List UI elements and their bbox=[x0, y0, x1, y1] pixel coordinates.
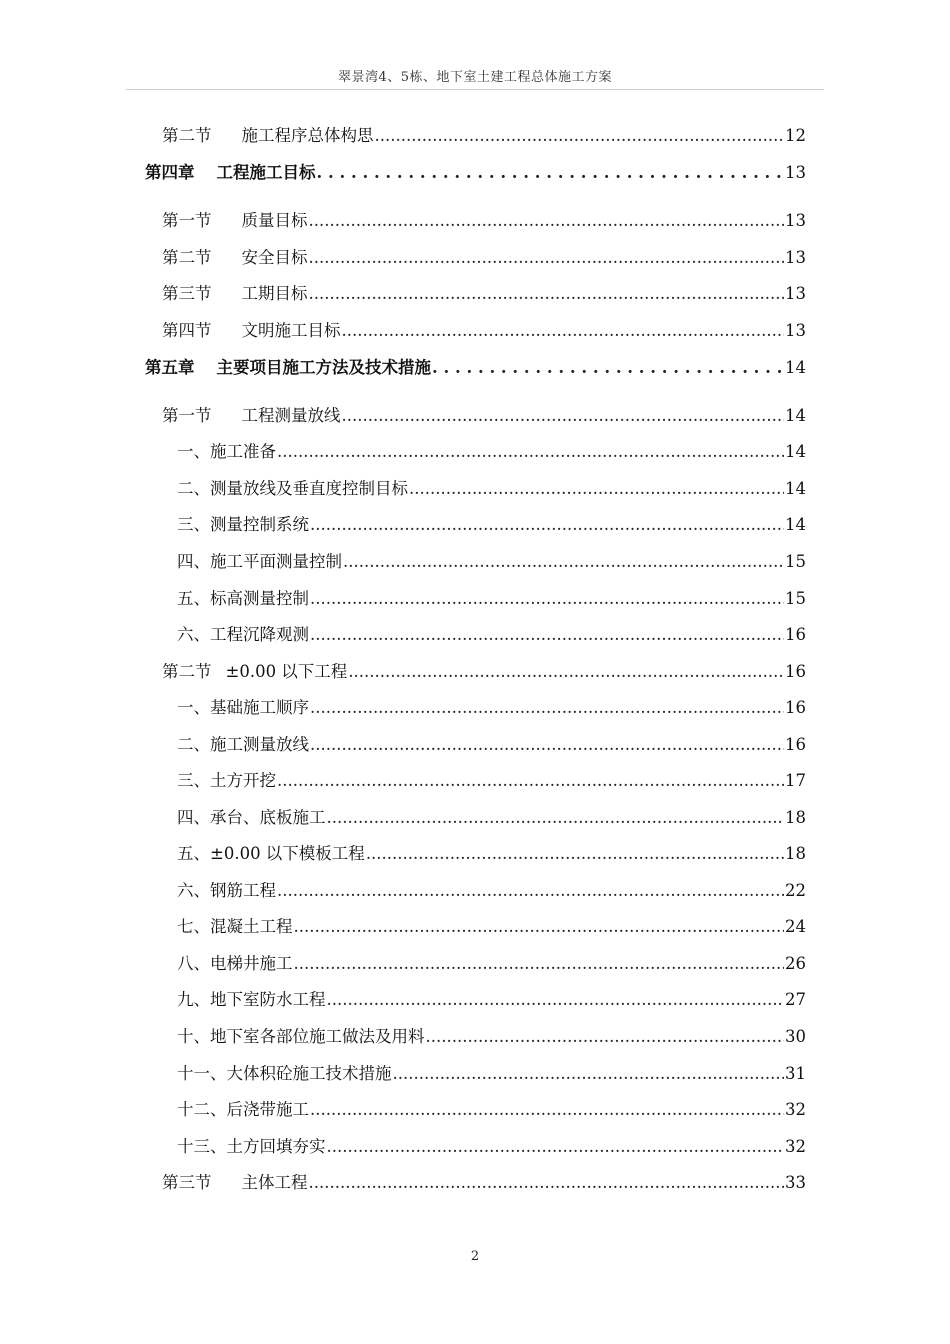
toc-chapter-entry[interactable] bbox=[145, 357, 806, 379]
toc-entry-page: 18 bbox=[785, 808, 806, 827]
toc-entry-page: 16 bbox=[785, 625, 806, 644]
toc-leader-dots bbox=[310, 697, 784, 719]
toc-item-entry[interactable] bbox=[177, 770, 806, 792]
toc-entry-label bbox=[162, 125, 374, 147]
toc-entry-page: 31 bbox=[785, 1064, 806, 1083]
toc-item-entry[interactable] bbox=[177, 1026, 806, 1048]
toc-leader-dots bbox=[310, 734, 784, 756]
toc-item-entry[interactable] bbox=[177, 1099, 806, 1121]
toc-entry-page: 22 bbox=[785, 881, 806, 900]
toc-item-entry[interactable] bbox=[177, 880, 806, 902]
toc-leader-dots bbox=[327, 807, 785, 829]
toc-entry-label bbox=[177, 1026, 425, 1048]
toc-entry-title: ±0.00 以下工程 bbox=[225, 662, 348, 681]
toc-entry-page: 13 bbox=[785, 248, 806, 267]
toc-leader-dots bbox=[375, 125, 785, 147]
toc-entry-label bbox=[177, 734, 309, 756]
toc-item-entry[interactable] bbox=[177, 989, 806, 1011]
toc-entry-label bbox=[177, 1136, 326, 1158]
toc-leader-dots bbox=[342, 320, 785, 342]
toc-leader-dots bbox=[277, 441, 784, 463]
toc-entry-page: 33 bbox=[785, 1173, 806, 1192]
toc-entry-title: 三、土方开挖 bbox=[177, 771, 276, 790]
toc-entry-title: 十三、土方回填夯实 bbox=[177, 1137, 326, 1156]
toc-entry-page: 14 bbox=[785, 515, 806, 534]
toc-entry-title: 施工程序总体构思 bbox=[241, 126, 374, 145]
toc-entry-page: 30 bbox=[785, 1027, 806, 1046]
toc-entry-number: 第三节 bbox=[162, 284, 212, 303]
toc-entry-label bbox=[145, 357, 431, 379]
toc-entry-label bbox=[177, 624, 309, 646]
toc-entry-title: 一、施工准备 bbox=[177, 442, 276, 461]
toc-leader-dots bbox=[309, 247, 785, 269]
toc-entry-page: 13 bbox=[785, 211, 806, 230]
toc-item-entry[interactable] bbox=[177, 588, 806, 610]
toc-entry-label bbox=[162, 405, 341, 427]
toc-leader-dots bbox=[309, 1172, 785, 1194]
toc-chapter-entry[interactable] bbox=[145, 162, 806, 184]
toc-section-entry[interactable] bbox=[162, 125, 806, 147]
toc-entry-label bbox=[177, 588, 309, 610]
toc-entry-page: 26 bbox=[785, 954, 806, 973]
toc-entry-label bbox=[177, 880, 276, 902]
toc-entry-label bbox=[162, 210, 308, 232]
toc-entry-page: 14 bbox=[785, 358, 806, 377]
toc-entry-label bbox=[177, 441, 276, 463]
toc-entry-number: 第一节 bbox=[162, 211, 212, 230]
toc-entry-page: 13 bbox=[785, 163, 806, 182]
toc-entry-number: 第三节 bbox=[162, 1173, 212, 1192]
toc-entry-page: 16 bbox=[785, 698, 806, 717]
toc-entry-title: 八、电梯井施工 bbox=[177, 954, 293, 973]
toc-section-entry[interactable] bbox=[162, 210, 806, 232]
toc-entry-title: 二、测量放线及垂直度控制目标 bbox=[177, 479, 408, 498]
toc-entry-title: 四、承台、底板施工 bbox=[177, 808, 326, 827]
toc-section-entry[interactable] bbox=[162, 661, 806, 683]
toc-leader-dots bbox=[393, 1063, 785, 1085]
toc-leader-dots bbox=[432, 357, 784, 379]
toc-entry-title: 七、混凝土工程 bbox=[177, 917, 293, 936]
toc-entry-title: 工程测量放线 bbox=[241, 406, 341, 425]
page-header: 翠景湾4、5栋、地下室土建工程总体施工方案 bbox=[337, 70, 613, 85]
toc-section-entry[interactable] bbox=[162, 405, 806, 427]
toc-entry-page: 15 bbox=[785, 552, 806, 571]
toc-leader-dots bbox=[343, 551, 784, 573]
toc-entry-title: 安全目标 bbox=[241, 248, 308, 267]
toc-item-entry[interactable] bbox=[177, 624, 806, 646]
toc-entry-page: 13 bbox=[785, 284, 806, 303]
toc-entry-title: 主体工程 bbox=[241, 1173, 308, 1192]
toc-entry-page: 16 bbox=[785, 735, 806, 754]
toc-entry-page: 18 bbox=[785, 844, 806, 863]
toc-entry-title: 四、施工平面测量控制 bbox=[177, 552, 342, 571]
toc-entry-title: 主要项目施工方法及技术措施 bbox=[216, 358, 431, 377]
toc-entry-page: 13 bbox=[785, 321, 806, 340]
toc-leader-dots bbox=[294, 953, 785, 975]
toc-entry-title: 二、施工测量放线 bbox=[177, 735, 309, 754]
toc-entry-label bbox=[177, 989, 326, 1011]
toc-entry-title: 十二、后浇带施工 bbox=[177, 1100, 309, 1119]
toc-entry-label bbox=[177, 770, 276, 792]
toc-entry-label bbox=[177, 551, 342, 573]
toc-entry-title: 一、基础施工顺序 bbox=[177, 698, 309, 717]
toc-item-entry[interactable] bbox=[177, 697, 806, 719]
toc-entry-title: 十、地下室各部位施工做法及用料 bbox=[177, 1027, 425, 1046]
toc-entry-number: 第二节 bbox=[162, 662, 212, 681]
toc-item-entry[interactable] bbox=[177, 1063, 806, 1085]
page-number: 2 bbox=[470, 1249, 480, 1264]
toc-entry-label bbox=[177, 843, 365, 865]
toc-entry-label bbox=[177, 697, 309, 719]
toc-entry-page: 27 bbox=[785, 990, 806, 1009]
toc-entry-title: 工期目标 bbox=[241, 284, 308, 303]
toc-entry-page: 16 bbox=[785, 662, 806, 681]
toc-leader-dots bbox=[310, 514, 784, 536]
toc-entry-title: 六、钢筋工程 bbox=[177, 881, 276, 900]
toc-leader-dots bbox=[309, 210, 785, 232]
toc-entry-number: 第一节 bbox=[162, 406, 212, 425]
toc-entry-page: 14 bbox=[785, 479, 806, 498]
toc-entry-number: 第四节 bbox=[162, 321, 212, 340]
toc-leader-dots bbox=[310, 588, 784, 610]
toc-leader-dots bbox=[327, 1136, 785, 1158]
toc-leader-dots bbox=[317, 162, 785, 184]
toc-entry-page: 12 bbox=[785, 126, 806, 145]
toc-section-entry[interactable] bbox=[162, 283, 806, 305]
toc-entry-title: 六、工程沉降观测 bbox=[177, 625, 309, 644]
toc-entry-title: 文明施工目标 bbox=[241, 321, 341, 340]
toc-leader-dots bbox=[342, 405, 785, 427]
toc-entry-number: 第二节 bbox=[162, 248, 212, 267]
toc-entry-label bbox=[177, 916, 293, 938]
toc-entry-title: 五、±0.00 以下模板工程 bbox=[177, 844, 365, 863]
toc-entry-title: 三、测量控制系统 bbox=[177, 515, 309, 534]
toc-item-entry[interactable] bbox=[177, 514, 806, 536]
toc-leader-dots bbox=[348, 661, 784, 683]
toc-entry-title: 工程施工目标 bbox=[216, 163, 316, 182]
toc-entry-title: 九、地下室防水工程 bbox=[177, 990, 326, 1009]
toc-entry-label bbox=[162, 320, 341, 342]
toc-entry-title: 质量目标 bbox=[241, 211, 308, 230]
toc-leader-dots bbox=[310, 624, 784, 646]
toc-entry-label bbox=[177, 807, 326, 829]
toc-item-entry[interactable] bbox=[177, 843, 806, 865]
toc-entry-page: 17 bbox=[785, 771, 806, 790]
toc-entry-label bbox=[162, 283, 308, 305]
toc-entry-page: 14 bbox=[785, 442, 806, 461]
toc-entry-page: 24 bbox=[785, 917, 806, 936]
toc-item-entry[interactable] bbox=[177, 953, 806, 975]
toc-entry-label bbox=[162, 247, 308, 269]
toc-leader-dots bbox=[426, 1026, 785, 1048]
toc-entry-label bbox=[162, 661, 347, 683]
toc-item-entry[interactable] bbox=[177, 807, 806, 829]
toc-item-entry[interactable] bbox=[177, 551, 806, 573]
toc-item-entry[interactable] bbox=[177, 478, 806, 500]
toc-entry-page: 14 bbox=[785, 406, 806, 425]
toc-leader-dots bbox=[366, 843, 784, 865]
toc-entry-label bbox=[177, 514, 309, 536]
toc-section-entry[interactable] bbox=[162, 247, 806, 269]
toc-entry-title: 五、标高测量控制 bbox=[177, 589, 309, 608]
toc-entry-title: 十一、大体积砼施工技术措施 bbox=[177, 1064, 392, 1083]
toc-entry-label bbox=[177, 1063, 392, 1085]
toc-leader-dots bbox=[294, 916, 785, 938]
toc-entry-page: 15 bbox=[785, 589, 806, 608]
toc-section-entry[interactable] bbox=[162, 1172, 806, 1194]
toc-section-entry[interactable] bbox=[162, 320, 806, 342]
toc-item-entry[interactable] bbox=[177, 916, 806, 938]
toc-entry-label bbox=[177, 478, 408, 500]
toc-entry-number: 第四章 bbox=[145, 163, 195, 182]
toc-leader-dots bbox=[309, 283, 785, 305]
toc-leader-dots bbox=[277, 880, 784, 902]
toc-item-entry[interactable] bbox=[177, 441, 806, 463]
toc-leader-dots bbox=[327, 989, 785, 1011]
toc-leader-dots bbox=[277, 770, 784, 792]
toc-entry-label bbox=[177, 1099, 309, 1121]
toc-entry-number: 第五章 bbox=[145, 358, 195, 377]
toc-leader-dots bbox=[409, 478, 784, 500]
toc-entry-number: 第二节 bbox=[162, 126, 212, 145]
toc-entry-page: 32 bbox=[785, 1100, 806, 1119]
toc-item-entry[interactable] bbox=[177, 1136, 806, 1158]
toc-item-entry[interactable] bbox=[177, 734, 806, 756]
toc-entry-label bbox=[177, 953, 293, 975]
toc-leader-dots bbox=[310, 1099, 784, 1121]
toc-entry-label bbox=[145, 162, 316, 184]
toc-entry-page: 32 bbox=[785, 1137, 806, 1156]
toc-entry-label bbox=[162, 1172, 308, 1194]
